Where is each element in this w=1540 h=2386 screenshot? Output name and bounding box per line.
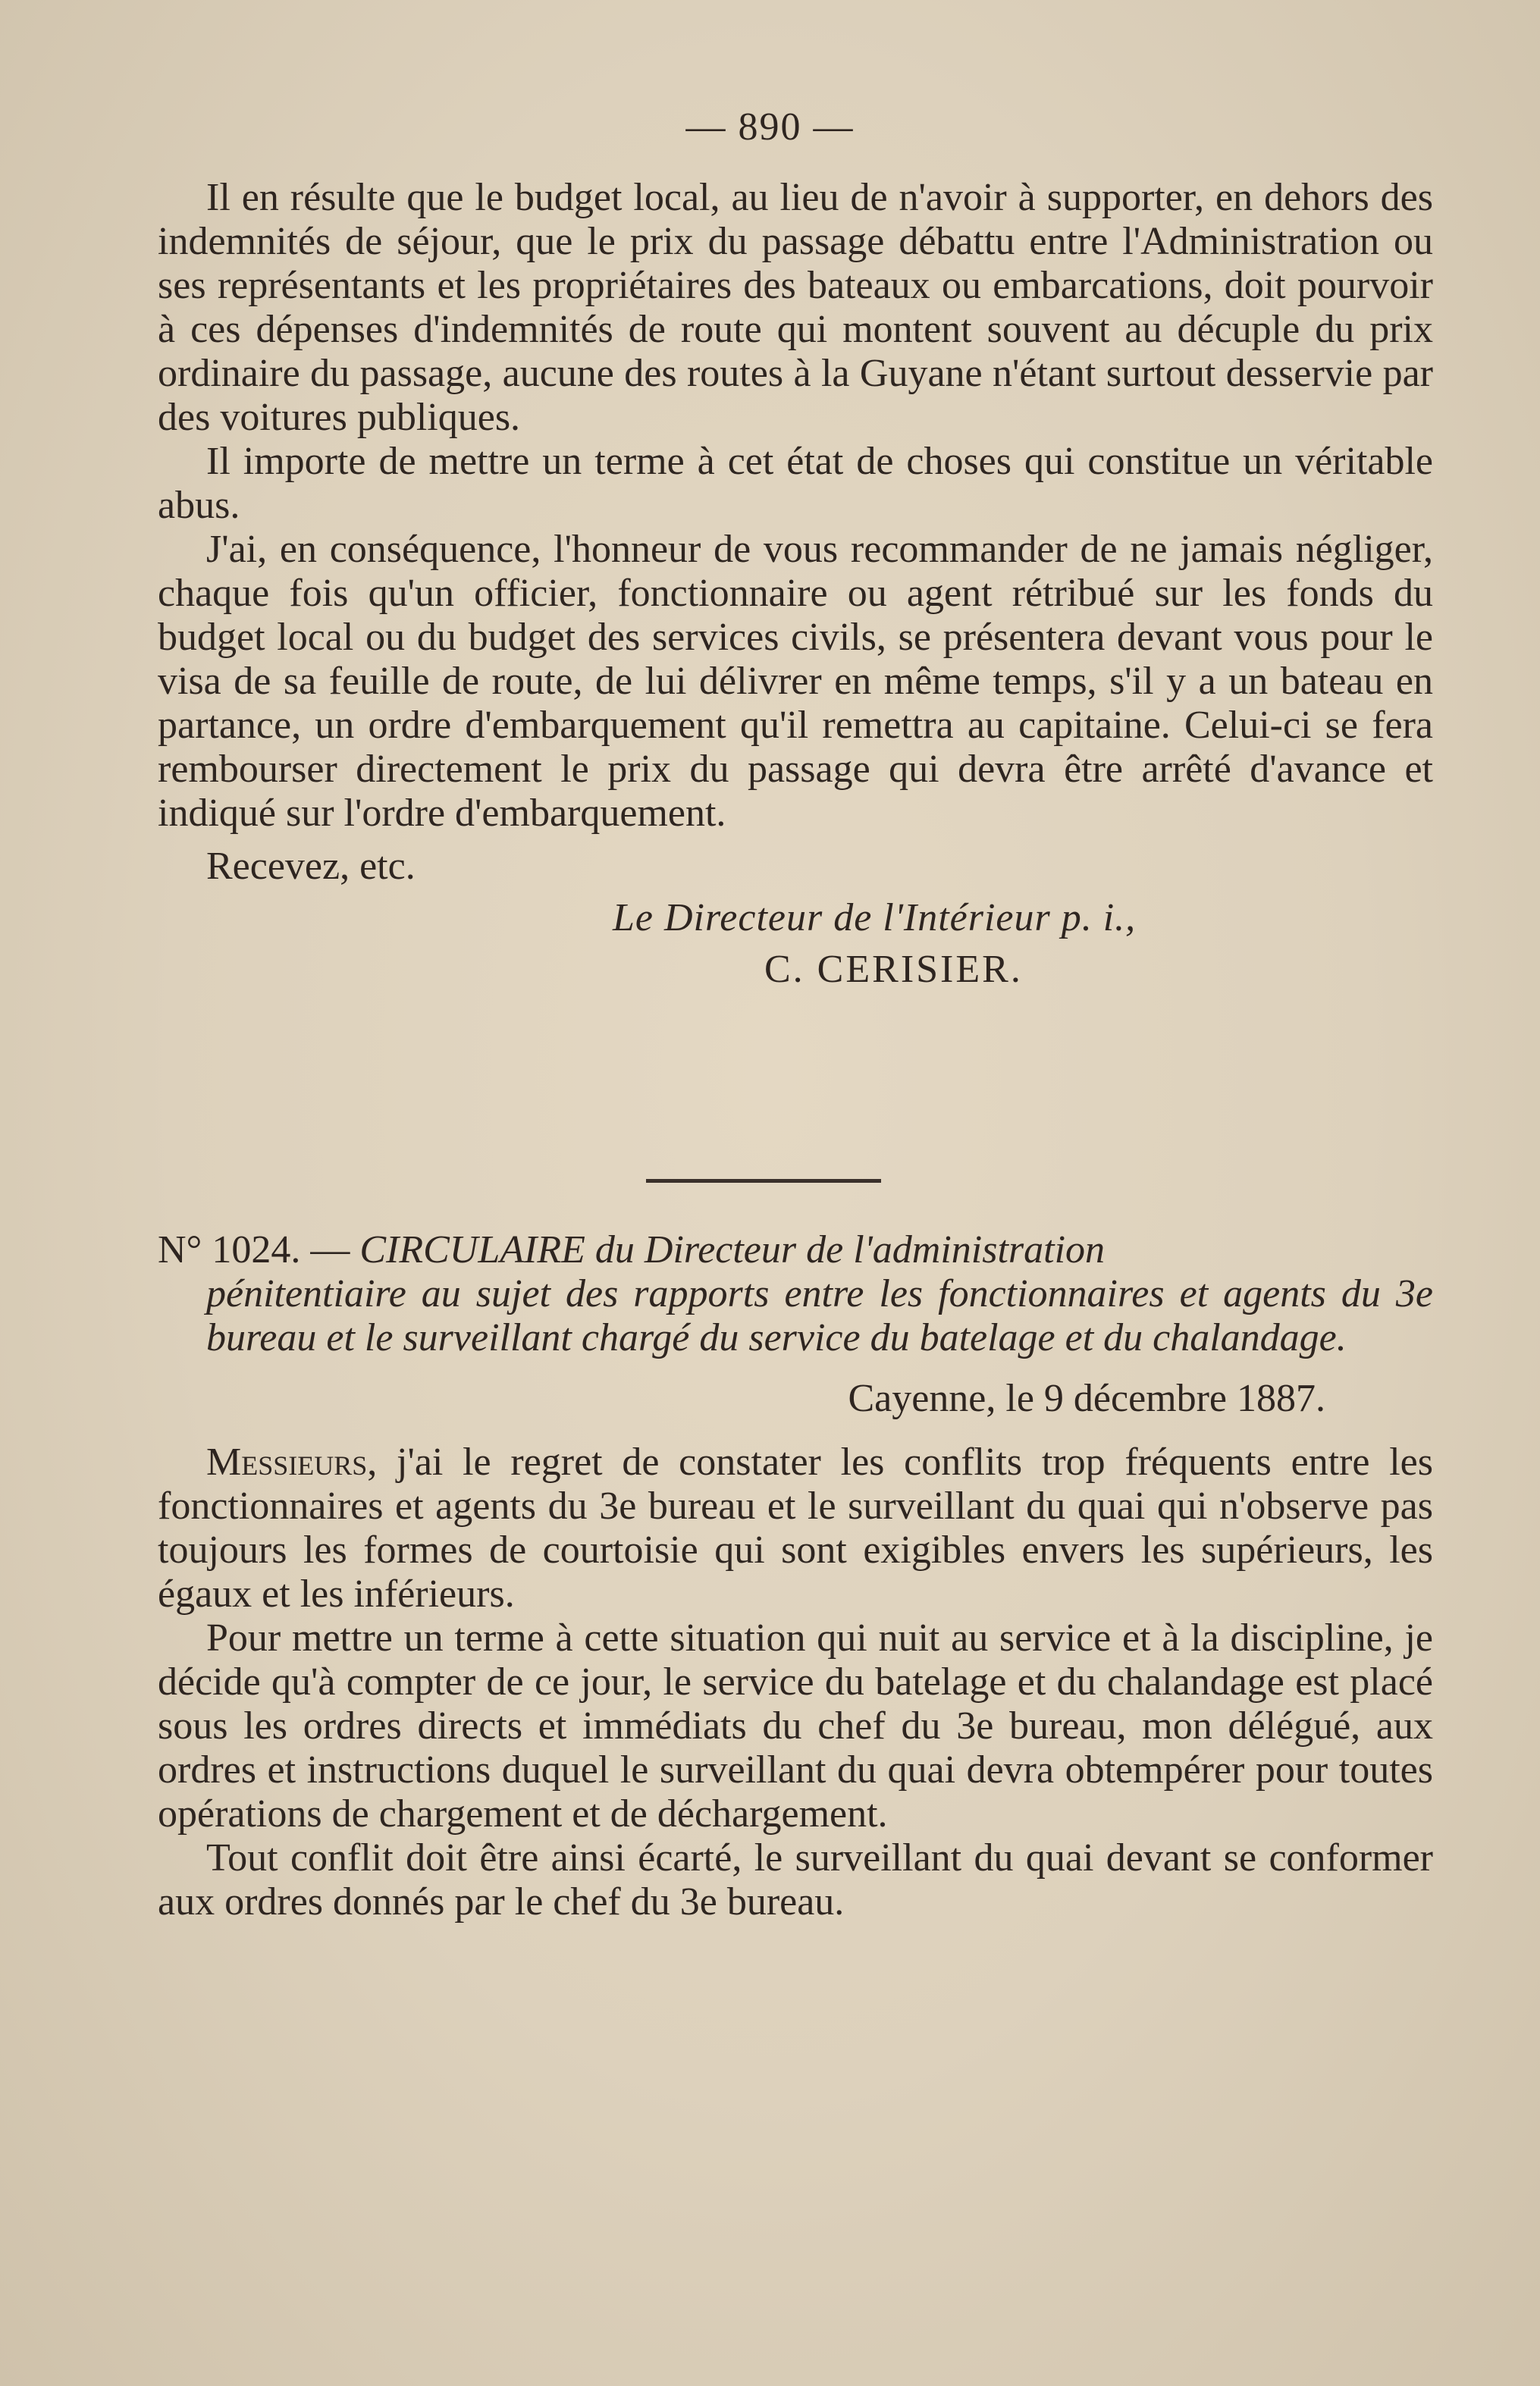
signer-title: Le Directeur de l'Intérieur p. i., [613, 896, 1137, 939]
paragraph-text: , j'ai le regret de constater les conflits trop fréquents entre les fonctionnaires et agents du 3e bureau et le surveillant du quai qui n'observe pas toujours les formes de courtoisie qui sont exigibles envers les supérieurs, les égaux et les inférieurs. [158, 1441, 1433, 1616]
circular-subtitle: pénitentiaire au sujet des rapports entre les fonctionnaires et agents du 3e bureau et le surveillant chargé du service du batelage et du chalandage. [206, 1272, 1433, 1359]
dateline: Cayenne, le 9 décembre 1887. [848, 1377, 1325, 1420]
circular-heading [158, 1228, 1433, 1360]
closing-formula: Recevez, etc. [206, 845, 416, 888]
circular-number: N° 1024. [158, 1228, 301, 1271]
circular-title-word: CIRCULAIRE [359, 1228, 585, 1271]
paragraph: J'ai, en conséquence, l'honneur de vous recommander de ne jamais négliger, chaque fois qu'un officier, fonctionnaire ou agent rétribué sur les fonds du budget local ou du budget des services civils, se présentera devant vous pour le visa de sa feuille de route, de lui délivrer en même temps, s'il y a un bateau en partance, un ordre d'embarquement qu'il remettra au capitaine. Celui-ci se fera rembourser directement le prix du passage qui devra être arrêté d'avance et indiqué sur l'ordre d'embarquement. [158, 528, 1433, 835]
circular-title-rest: du Directeur de l'administration [594, 1228, 1106, 1271]
paragraph: Tout conflit doit être ainsi écarté, le surveillant du quai devant se conformer aux ordres donnés par le chef du 3e bureau. [158, 1836, 1433, 1924]
salutation: Messieurs [206, 1441, 368, 1484]
signer-name: C. CERISIER. [764, 948, 1023, 991]
paragraph: Pour mettre un terme à cette situation qui nuit au service et à la discipline, je décide qu'à compter de ce jour, le service du batelage et du chalandage est placé sous les ordres directs et immédiats du chef du 3e bureau, mon délégué, aux ordres et instructions duquel le surveillant du quai devra obtempérer pour toutes opérations de chargement et de déchargement. [158, 1616, 1433, 1836]
section-divider [646, 1179, 881, 1183]
paragraph: Il en résulte que le budget local, au lieu de n'avoir à supporter, en dehors des indemnités de séjour, que le prix du passage débattu entre l'Administration ou ses représentants et les propriétaires des bateaux ou embarcations, doit pourvoir à ces dépenses d'indemnités de route qui montent souvent au décuple du prix ordinaire du passage, aucune des routes à la Guyane n'étant surtout desservie par des voitures publiques. [158, 176, 1433, 439]
page-number: — 890 — [685, 105, 855, 149]
circular-section [158, 1228, 1433, 1924]
letter-body [158, 176, 1433, 992]
paragraph: Il importe de mettre un terme à cet état de choses qui constitue un véritable abus. [158, 440, 1433, 527]
paragraph [158, 1441, 1433, 1616]
heading-dash: — [310, 1228, 350, 1271]
